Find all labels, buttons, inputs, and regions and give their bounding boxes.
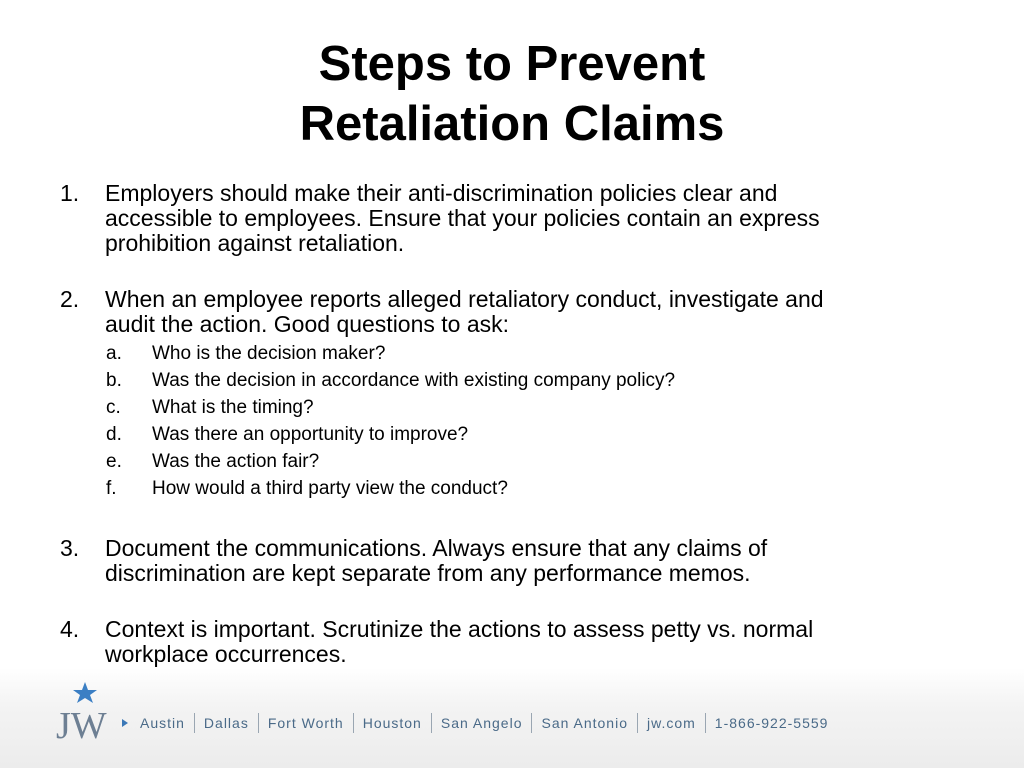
question-item — [105, 424, 940, 451]
question-letter: a. — [106, 343, 122, 364]
step-line: prohibition against retaliation. — [105, 230, 405, 256]
divider — [705, 713, 706, 733]
question-letter: e. — [106, 451, 122, 472]
question-letter: f. — [106, 478, 117, 499]
steps-list — [60, 181, 940, 667]
question-item — [105, 343, 940, 370]
step-line: workplace occurrences. — [105, 641, 347, 667]
question-text: Was the decision in accordance with existing company policy? — [152, 370, 676, 391]
footer-locations — [122, 712, 828, 734]
questions-list — [105, 343, 940, 505]
question-text: Was the action fair? — [152, 451, 320, 472]
location-san-antonio[interactable]: San Antonio — [541, 715, 628, 731]
question-text: How would a third party view the conduct? — [152, 478, 508, 499]
step-line: When an employee reports alleged retaliatory conduct, investigate and — [105, 286, 824, 312]
divider — [637, 713, 638, 733]
step-number: 3. — [60, 535, 80, 561]
star-icon — [73, 682, 97, 703]
title-line-1: Steps to Prevent — [318, 37, 706, 91]
step-line: accessible to employees. Ensure that your policies contain an express — [105, 205, 820, 231]
step-item-2 — [60, 287, 940, 505]
question-item — [105, 370, 940, 397]
step-line: Context is important. Scrutinize the actions to assess petty vs. normal — [105, 616, 814, 642]
location-dallas[interactable]: Dallas — [203, 715, 249, 731]
website-link[interactable]: jw.com — [647, 715, 696, 731]
logo-letters: JW — [56, 705, 107, 747]
arrow-right-icon — [122, 719, 128, 727]
location-san-angelo[interactable]: San Angelo — [440, 715, 523, 731]
step-line: audit the action. Good questions to ask: — [105, 311, 510, 337]
step-item-3 — [60, 536, 940, 586]
title-line-2: Retaliation Claims — [299, 97, 725, 151]
step-number: 1. — [60, 180, 80, 206]
question-text: Who is the decision maker? — [152, 343, 386, 364]
question-text: What is the timing? — [152, 397, 314, 418]
question-item — [105, 451, 940, 478]
divider — [194, 713, 195, 733]
location-austin[interactable]: Austin — [140, 715, 185, 731]
step-line: Document the communications. Always ensure that any claims of — [105, 535, 768, 561]
step-line: Employers should make their anti-discrimination policies clear and — [105, 180, 778, 206]
question-letter: d. — [106, 424, 122, 445]
step-number: 4. — [60, 616, 80, 642]
phone-number[interactable]: 1-866-922-5559 — [714, 715, 829, 731]
jw-logo — [54, 680, 110, 750]
step-item-1 — [60, 181, 940, 256]
location-houston[interactable]: Houston — [362, 715, 422, 731]
step-number: 2. — [60, 286, 80, 312]
question-text: Was there an opportunity to improve? — [152, 424, 469, 445]
location-fort-worth[interactable]: Fort Worth — [267, 715, 344, 731]
question-item — [105, 397, 940, 424]
question-letter: c. — [106, 397, 121, 418]
question-item — [105, 478, 940, 505]
divider — [258, 713, 259, 733]
divider — [531, 713, 532, 733]
step-item-4 — [60, 617, 940, 667]
slide-title — [0, 34, 1024, 154]
divider — [353, 713, 354, 733]
divider — [431, 713, 432, 733]
step-line: discrimination are kept separate from any performance memos. — [105, 560, 751, 586]
question-letter: b. — [106, 370, 122, 391]
